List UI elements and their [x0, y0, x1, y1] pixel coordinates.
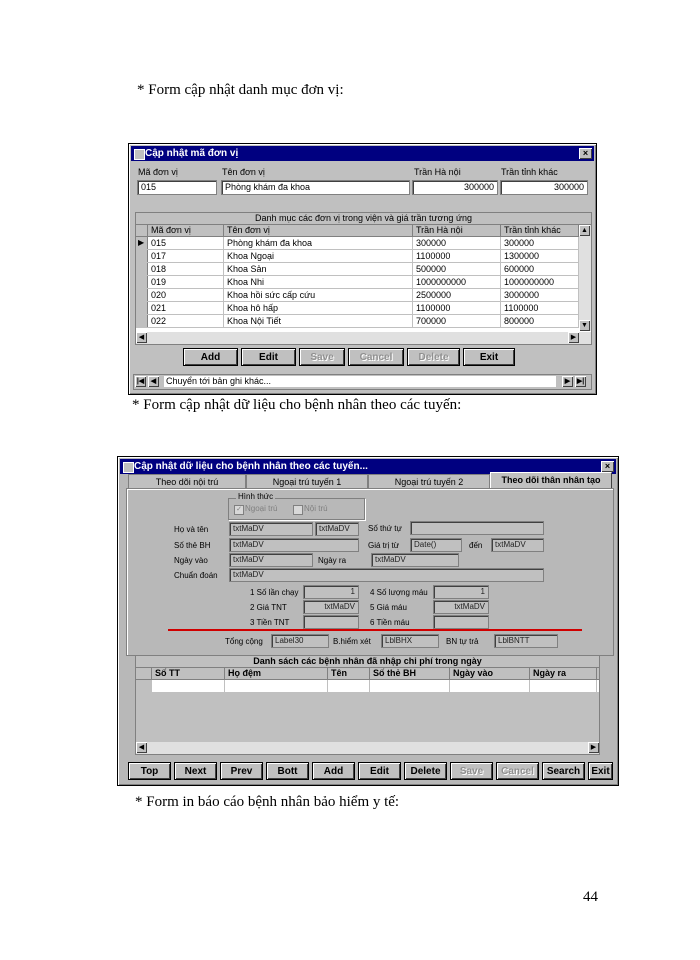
label-so-the-bh: Số thẻ BH	[174, 541, 211, 550]
tab-noi-tru[interactable]: Theo dõi nội trú	[128, 474, 246, 488]
first-record-icon[interactable]: |◀	[136, 378, 145, 385]
form-cap-nhat-benh-nhan	[117, 456, 619, 786]
edit-button[interactable]: Edit	[241, 348, 296, 366]
bott-button[interactable]: Bott	[266, 762, 309, 780]
gia-tri-tu-field[interactable]: Date()	[410, 538, 462, 552]
label-tong-cong: Tổng cộng	[225, 637, 263, 646]
record-navigator	[133, 374, 592, 390]
cell: 015	[148, 237, 224, 249]
row-selector-header	[136, 668, 152, 679]
label-ma-don-vi: Mã đơn vị	[138, 167, 178, 177]
grid-caption: Danh mục các đơn vị trong viện và giá trần tương ứng	[136, 213, 591, 225]
label-ngay-vao: Ngày vào	[174, 556, 208, 565]
cell: 300000	[501, 237, 579, 249]
ngay-ra-field[interactable]: txtMaDV	[371, 553, 459, 567]
label-chuan-doan: Chuẩn đoán	[174, 571, 218, 580]
row-selector-header	[136, 225, 148, 236]
grid-caption: Danh sách các bệnh nhân đã nhập chi phí trong ngày	[136, 656, 599, 668]
caption-form-bao-cao: * Form in báo cáo bệnh nhân bảo hiểm y tế:	[135, 794, 400, 810]
row-selector	[136, 289, 148, 301]
cell: 500000	[413, 263, 501, 275]
cell	[225, 680, 328, 692]
ten-field[interactable]: txtMaDV	[315, 522, 359, 536]
label-tien-mau: 6 Tiền máu	[370, 618, 410, 627]
delete-button[interactable]: Delete	[404, 762, 447, 780]
label-ngay-ra: Ngày ra	[318, 556, 347, 565]
table-row[interactable]	[136, 263, 579, 276]
hinh-thuc-label: Hình thức	[238, 492, 274, 501]
label-tien-tnt: 3 Tiền TNT	[250, 618, 290, 627]
app-icon	[123, 462, 134, 473]
cell: 600000	[501, 263, 579, 275]
current-row-marker: ▶	[136, 237, 148, 249]
col-ngay-vao: Ngày vào	[450, 668, 530, 679]
form-cap-nhat-don-vi	[128, 143, 597, 395]
col-ten-don-vi: Tên đơn vị	[224, 225, 413, 236]
col-ngay-ra: Ngày ra	[530, 668, 597, 679]
close-icon[interactable]: ×	[601, 461, 614, 472]
cell: 021	[148, 302, 224, 314]
label-gia-tnt: 2 Giá TNT	[250, 603, 287, 612]
bn-tu-tra-field: LblBNTT	[494, 634, 558, 648]
grid-header	[136, 668, 599, 680]
bhxh-field: LblBHX	[381, 634, 439, 648]
cancel-button[interactable]: Cancel	[348, 348, 404, 366]
benh-nhan-grid[interactable]	[135, 655, 600, 755]
prev-button[interactable]: Prev	[220, 762, 263, 780]
col-ten: Tên	[328, 668, 370, 679]
scroll-up-icon[interactable]: ▲	[579, 225, 590, 236]
table-row[interactable]	[136, 237, 579, 250]
caption-form-don-vi: * Form cập nhật danh mục đơn vị:	[137, 82, 344, 98]
label-gia-mau: 5 Giá máu	[370, 603, 407, 612]
label-tran-ha-noi: Trần Hà nội	[414, 167, 461, 177]
cell: 1100000	[501, 302, 579, 314]
label-ten-don-vi: Tên đơn vị	[222, 167, 265, 177]
cell: 800000	[501, 315, 579, 327]
gia-tnt-field[interactable]: txtMaDV	[303, 600, 359, 614]
label-ho-ten: Họ và tên	[174, 525, 209, 534]
label-bn-tu-tra: BN tự trả	[446, 637, 479, 646]
label-bhxh: B.hiểm xét	[333, 637, 371, 646]
cell: 022	[148, 315, 224, 327]
row-selector	[136, 315, 148, 327]
app-icon	[134, 149, 145, 160]
label-so-lan-chay: 1 Số lần chạy	[250, 588, 299, 597]
row-selector	[136, 250, 148, 262]
scroll-right-icon[interactable]: ▶	[568, 332, 579, 343]
cell: Khoa hô hấp	[224, 302, 413, 314]
den-field[interactable]: txtMaDV	[491, 538, 544, 552]
edit-button[interactable]: Edit	[358, 762, 401, 780]
cell: 019	[148, 276, 224, 288]
search-button[interactable]: Search	[542, 762, 585, 780]
cell	[370, 680, 450, 692]
cell	[152, 680, 225, 692]
cell	[328, 680, 370, 692]
top-button[interactable]: Top	[128, 762, 171, 780]
divider-line	[168, 629, 582, 631]
horizontal-scrollbar[interactable]	[136, 742, 599, 754]
cell: 700000	[413, 315, 501, 327]
ngoai-tru-checkbox[interactable]: ✓	[234, 505, 244, 515]
col-ma-don-vi: Mã đơn vị	[148, 225, 224, 236]
next-button[interactable]: Next	[174, 762, 217, 780]
so-the-bh-field[interactable]: txtMaDV	[229, 538, 359, 552]
ho-dem-field[interactable]: txtMaDV	[229, 522, 313, 536]
cell: 018	[148, 263, 224, 275]
cell: 1100000	[413, 250, 501, 262]
table-row[interactable]	[136, 250, 579, 263]
save-button[interactable]: Save	[450, 762, 493, 780]
tong-cong-field: Label30	[271, 634, 329, 648]
cell: 2500000	[413, 289, 501, 301]
page-number: 44	[583, 889, 598, 905]
cell: Khoa Ngoại	[224, 250, 413, 262]
cell: Khoa Nội Tiết	[224, 315, 413, 327]
tab-than-nhan-tao[interactable]: Theo dõi thân nhân tạo	[490, 472, 612, 489]
window-title: Cập nhật dữ liệu cho bệnh nhân theo các tuyến...	[134, 461, 368, 472]
cell: 020	[148, 289, 224, 301]
row-selector	[136, 263, 148, 275]
so-thu-tu-field[interactable]	[410, 521, 544, 535]
chuan-doan-field[interactable]: txtMaDV	[229, 568, 544, 582]
cell: 1000000000	[501, 276, 579, 288]
horizontal-scrollbar[interactable]	[136, 332, 591, 344]
cell: 017	[148, 250, 224, 262]
table-row[interactable]	[136, 680, 599, 693]
cell: 1000000000	[413, 276, 501, 288]
table-row[interactable]	[136, 315, 579, 328]
cell	[450, 680, 530, 692]
cell: Khoa Nhi	[224, 276, 413, 288]
row-selector	[136, 276, 148, 288]
so-luong-mau-field[interactable]: 1	[433, 585, 489, 599]
cell: 1300000	[501, 250, 579, 262]
label-gia-tri-tu: Giá trị từ	[368, 541, 400, 550]
cell	[530, 680, 597, 692]
row-selector	[136, 680, 152, 692]
grid-header	[136, 225, 579, 237]
delete-button[interactable]: Delete	[407, 348, 460, 366]
exit-button[interactable]: Exit	[588, 762, 613, 780]
noi-tru-label: Nội trú	[304, 504, 328, 513]
so-lan-chay-field[interactable]: 1	[303, 585, 359, 599]
cell: 3000000	[501, 289, 579, 301]
cancel-button[interactable]: Cancel	[496, 762, 539, 780]
add-button[interactable]: Add	[312, 762, 355, 780]
add-button[interactable]: Add	[183, 348, 238, 366]
col-so-the-bh: Số thẻ BH	[370, 668, 450, 679]
cell: 300000	[413, 237, 501, 249]
col-tran-ha-noi: Trần Hà nội	[413, 225, 501, 236]
cell: Khoa Sản	[224, 263, 413, 275]
table-row[interactable]	[136, 302, 579, 315]
prev-record-icon[interactable]: ◀	[148, 376, 159, 387]
exit-button[interactable]: Exit	[463, 348, 515, 366]
tran-ha-noi-input[interactable]: 300000	[412, 180, 498, 195]
table-row[interactable]	[136, 276, 579, 289]
ten-don-vi-input[interactable]: Phòng khám đa khoa	[221, 180, 410, 195]
col-so-tt: Số TT	[152, 668, 225, 679]
noi-tru-checkbox[interactable]	[293, 505, 303, 515]
scroll-right-icon[interactable]: ▶	[588, 742, 599, 753]
label-so-luong-mau: 4 Số lượng máu	[370, 588, 428, 597]
next-record-icon[interactable]: ▶	[562, 376, 573, 387]
cell: Khoa hồi sức cấp cứu	[224, 289, 413, 301]
title-bar	[131, 146, 594, 161]
col-tran-tinh-khac: Trần tỉnh khác	[501, 225, 579, 236]
scroll-left-icon[interactable]: ◀	[136, 742, 147, 753]
label-so-thu-tu: Số thứ tự	[368, 524, 402, 533]
table-row[interactable]	[136, 289, 579, 302]
tien-tnt-field[interactable]	[303, 615, 359, 629]
ngay-vao-field[interactable]: txtMaDV	[229, 553, 313, 567]
last-record-icon[interactable]: ▶|	[576, 378, 585, 385]
window-title: Cập nhật mã đơn vị	[145, 148, 239, 159]
don-vi-grid[interactable]	[135, 212, 592, 345]
col-ho-dem: Họ đệm	[225, 668, 328, 679]
row-selector	[136, 302, 148, 314]
cell: 1100000	[413, 302, 501, 314]
ma-don-vi-input[interactable]: 015	[137, 180, 217, 195]
save-button[interactable]: Save	[299, 348, 345, 366]
scroll-down-icon[interactable]: ▼	[579, 320, 590, 331]
scroll-left-icon[interactable]: ◀	[136, 332, 147, 343]
cell: Phòng khám đa khoa	[224, 237, 413, 249]
tab-ngoai-tru-2[interactable]: Ngoại trú tuyến 2	[368, 474, 490, 488]
gia-mau-field[interactable]: txtMaDV	[433, 600, 489, 614]
tab-ngoai-tru-1[interactable]: Ngoại trú tuyến 1	[246, 474, 368, 488]
close-icon[interactable]: ×	[579, 148, 592, 159]
navigator-caption: Chuyển tới bản ghi khác...	[164, 376, 556, 387]
ngoai-tru-label: Ngoại trú	[245, 504, 278, 513]
caption-form-benh-nhan: * Form cập nhật dữ liệu cho bệnh nhân theo các tuyến:	[132, 397, 462, 413]
tran-tinh-khac-input[interactable]: 300000	[500, 180, 588, 195]
label-tran-tinh-khac: Trần tỉnh khác	[501, 167, 558, 177]
vertical-scrollbar[interactable]	[579, 225, 591, 331]
label-den: đến	[469, 541, 483, 550]
tien-mau-field[interactable]	[433, 615, 489, 629]
